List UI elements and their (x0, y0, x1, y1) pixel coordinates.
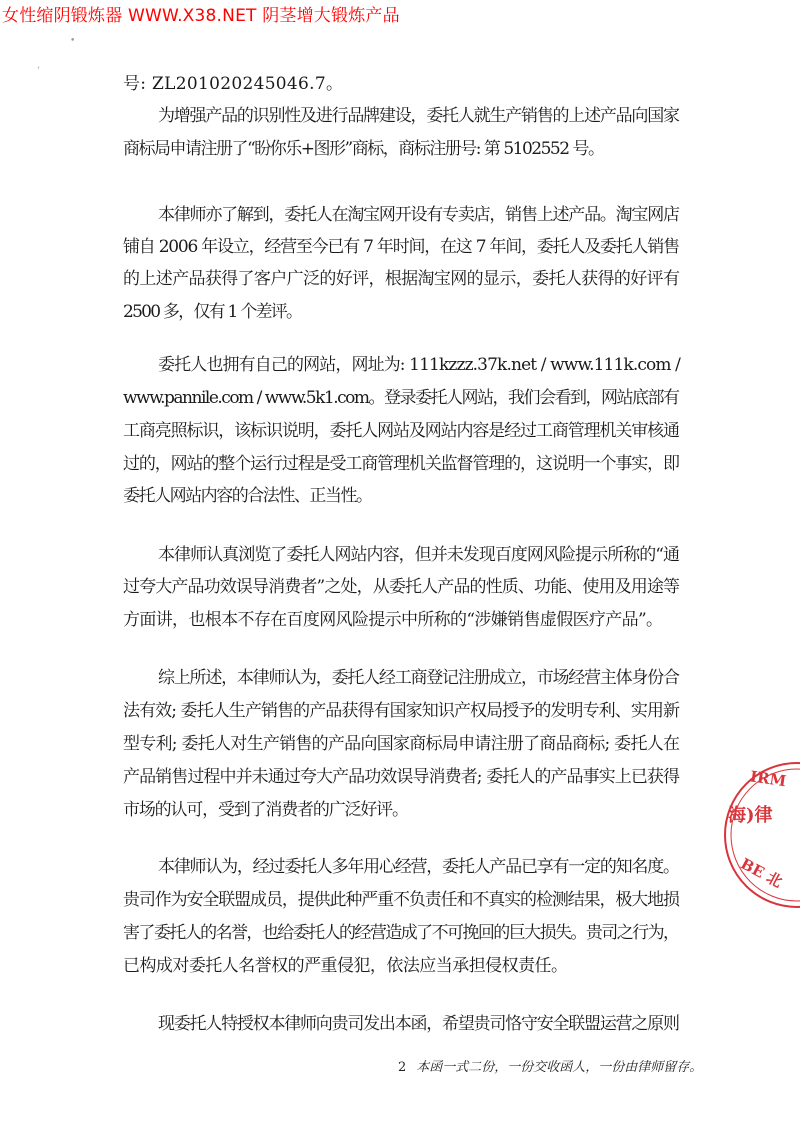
seal-text-mid: 海)律 (728, 805, 773, 826)
text-line: 已构成对委托人名誉权的严重侵犯，依法应当承担侵权责任。 (123, 956, 568, 976)
text-line: 型专利; 委托人对生产销售的产品向国家商标局申请注册了商品商标; 委托人在 (123, 734, 680, 754)
page-number: 2 (398, 1060, 407, 1075)
text-line: 号: ZL201020245046.7。 (123, 74, 344, 94)
law-firm-seal-stamp (722, 735, 800, 935)
text-line: 害了委托人的名誉，也给委托人的经营造成了不可挽回的巨大损失。贵司之行为， (123, 923, 679, 943)
footer-note: 本函一式二份，一份交收函人，一份由律师留存。 (416, 1060, 703, 1075)
header-watermark: 女性缩阴锻炼器 WWW.X38.NET 阴茎增大锻炼产品 (2, 6, 400, 26)
text-line: 产品销售过程中并未通过夸大产品功效误导消费者; 委托人的产品事实上已获得 (123, 767, 680, 787)
seal-text-top: IRM (749, 767, 788, 791)
text-line: 贵司作为安全联盟成员，提供此种严重不负责任和不真实的检测结果，极大地损 (123, 890, 679, 910)
scan-speck: ʻ (37, 66, 40, 76)
text-line: 现委托人特授权本律师向贵司发出本函，希望贵司恪守安全联盟运营之原则 (158, 1014, 679, 1034)
text-line: 市场的认可，受到了消费者的广泛好评。 (123, 800, 408, 820)
text-line: 本律师认为，经过委托人多年用心经营，委托人产品已享有一定的知名度。 (158, 857, 679, 877)
text-line: 委托人也拥有自己的网站，网址为: 111kzzz.37k.net / www.111k.com / (158, 355, 680, 375)
text-line: 综上所述，本律师认为，委托人经工商登记注册成立，市场经营主体身份合 (158, 668, 679, 688)
text-line: 为增强产品的识别性及进行品牌建设，委托人就生产销售的上述产品向国家 (158, 106, 679, 126)
text-line: www.pannile.com / www.5k1.com。登录委托人网站，我们会看到，网站底部有 (123, 388, 679, 408)
page-footer (398, 1056, 702, 1075)
scan-speck: • (70, 36, 76, 46)
text-line: 2500 多，仅有 1 个差评。 (123, 302, 302, 322)
text-line: 法有效; 委托人生产销售的产品获得有国家知识产权局授予的发明专利、实用新 (123, 701, 680, 721)
text-line: 本律师亦了解到，委托人在淘宝网开设有专卖店，销售上述产品。淘宝网店 (158, 205, 679, 225)
text-line: 过的，网站的整个运行过程是受工商管理机关监督管理的，这说明一个事实，即 (123, 454, 679, 474)
text-line: 的上述产品获得了客户广泛的好评，根据淘宝网的显示，委托人获得的好评有 (123, 269, 680, 289)
text-line: 过夸大产品功效误导消费者”之处，从委托人产品的性质、功能、使用及用途等 (123, 577, 680, 597)
text-line: 铺自 2006 年设立，经营至今已有 7 年时间，在这 7 年间，委托人及委托人销售 (123, 237, 679, 257)
text-line: 委托人网站内容的合法性、正当性。 (123, 486, 372, 506)
text-line: 方面讲，也根本不存在百度网风险提示中所称的“涉嫌销售虚假医疗产品”。 (123, 610, 663, 630)
text-line: 本律师认真浏览了委托人网站内容，但并未发现百度网风险提示所称的“通 (158, 545, 680, 565)
text-line: 工商亮照标识，该标识说明，委托人网站及网站内容是经过工商管理机关审核通 (123, 421, 679, 441)
seal-text-bottom: BE 北 (737, 854, 786, 892)
text-line: 商标局申请注册了“盼你乐+图形”商标，商标注册号: 第 5102552 号。 (123, 139, 604, 159)
